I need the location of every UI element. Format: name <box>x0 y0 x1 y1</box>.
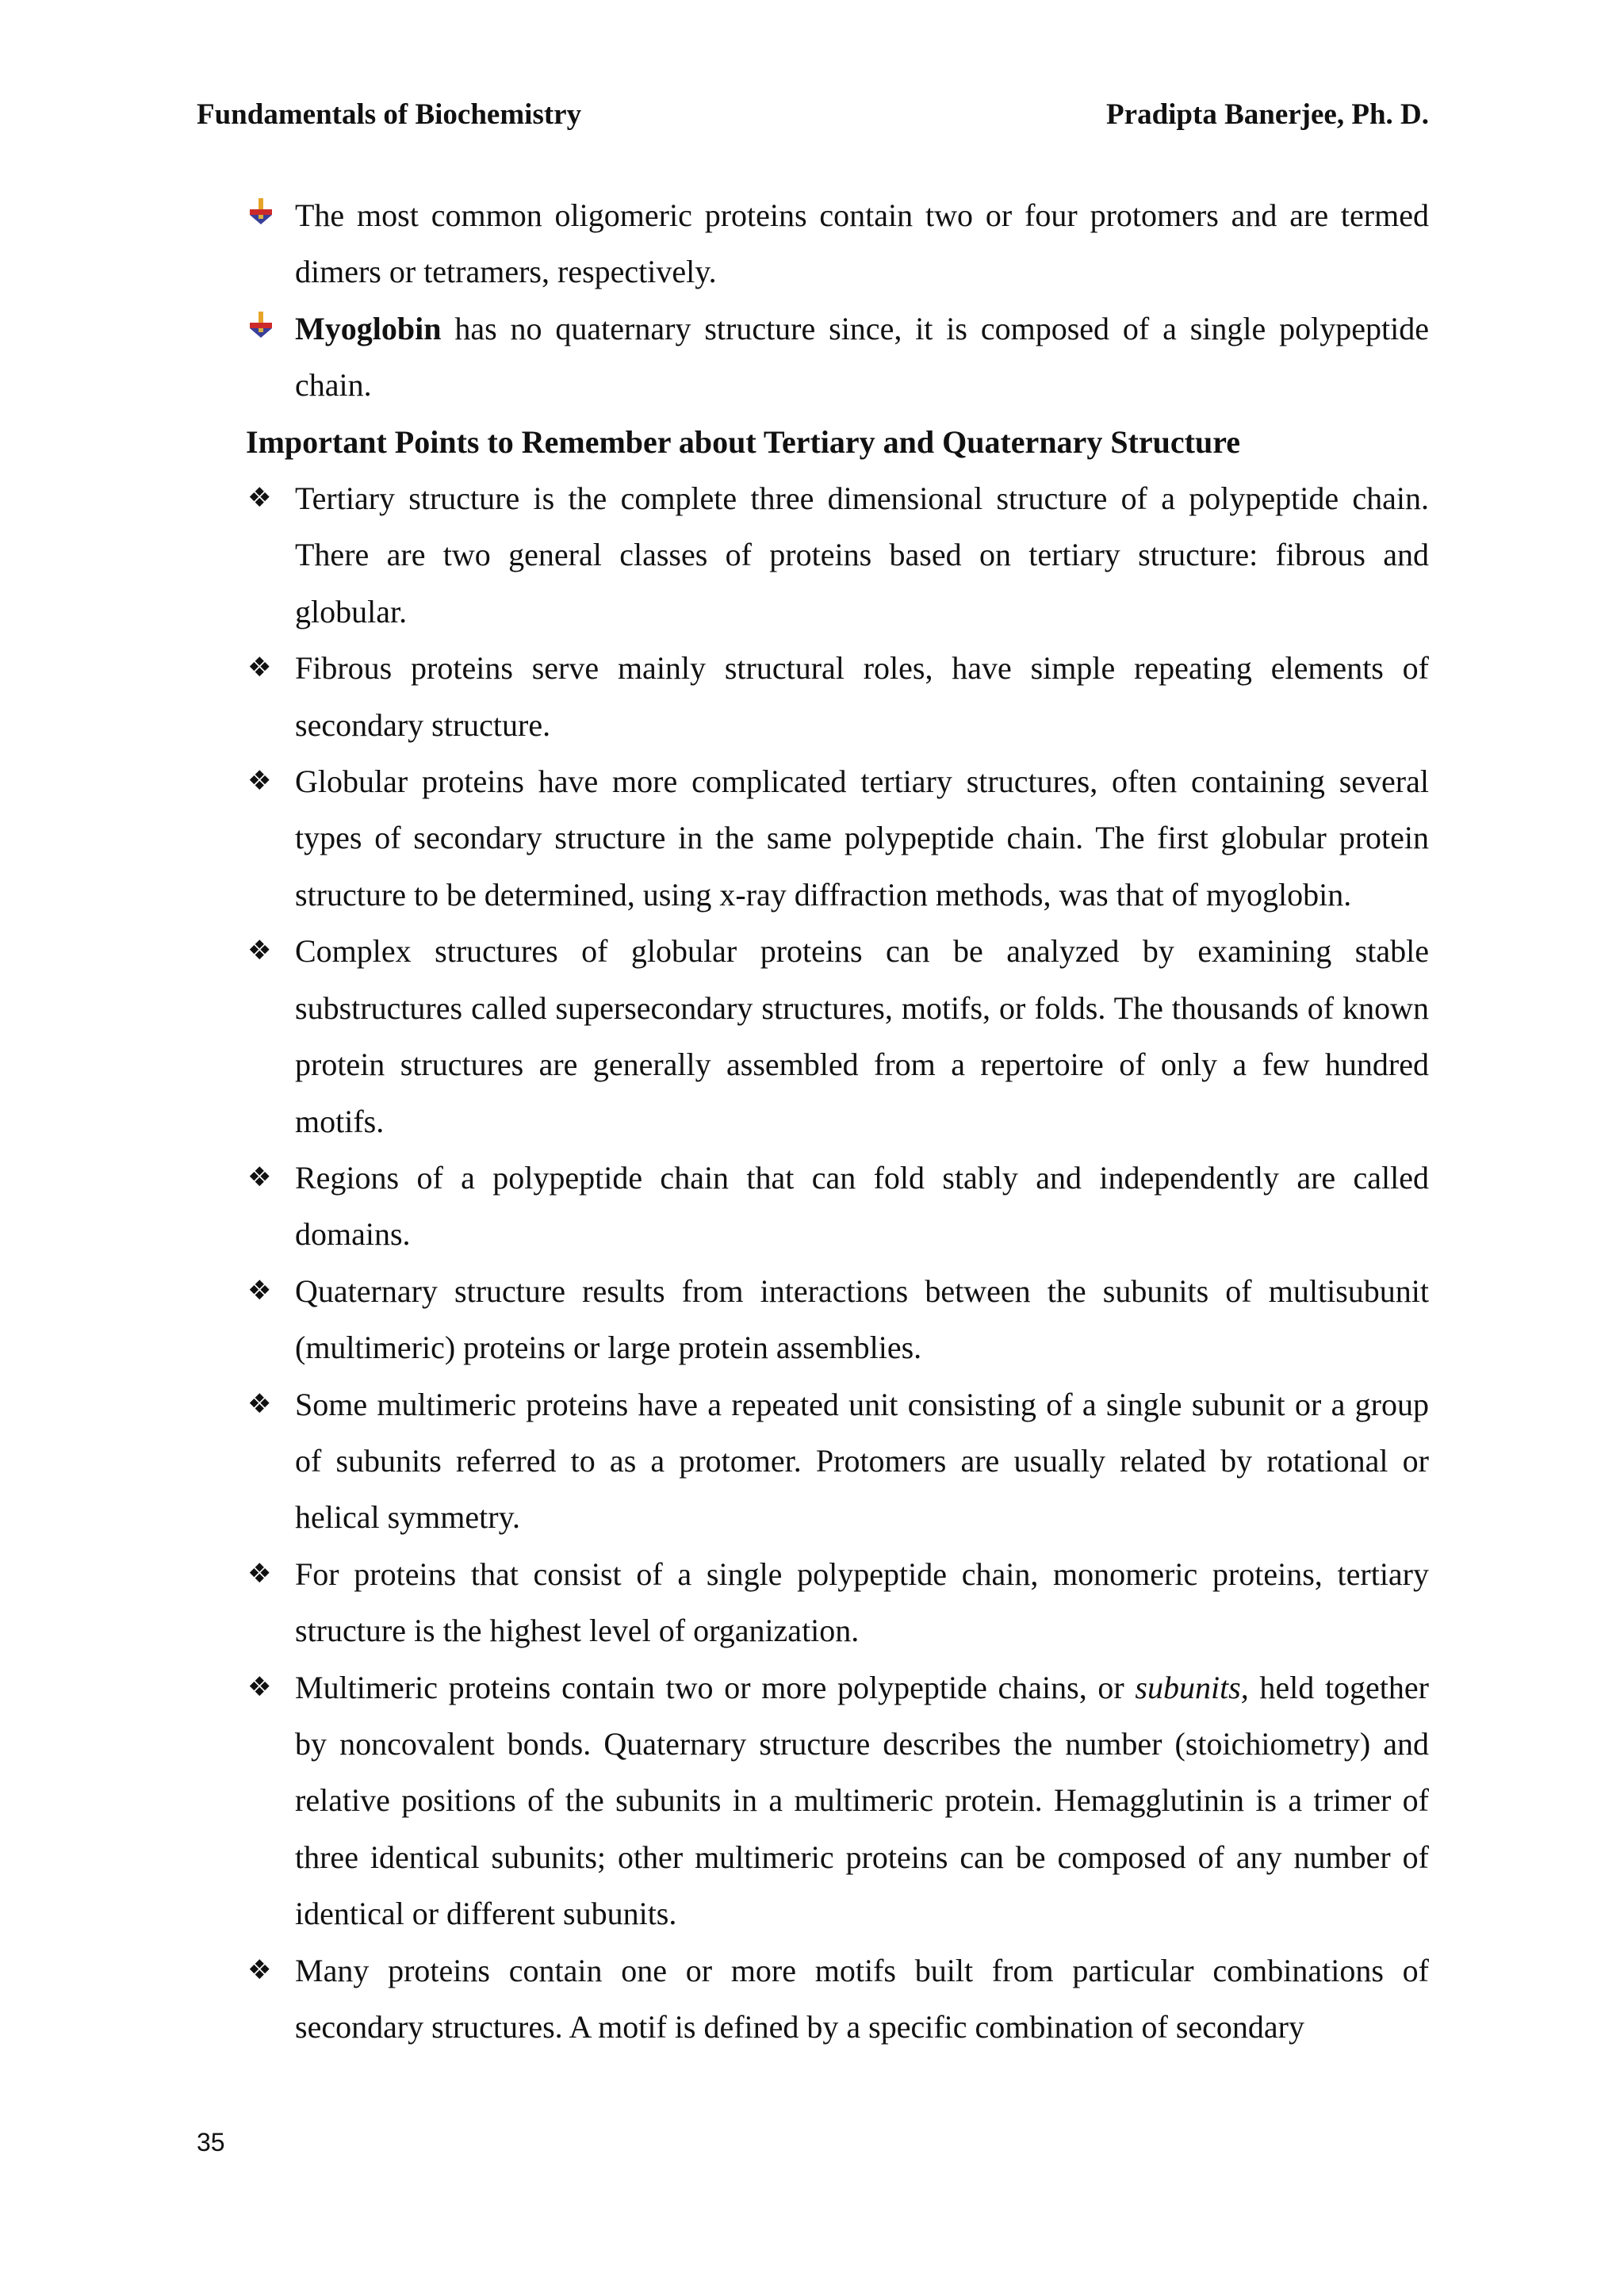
four-diamond-icon: ❖ <box>247 1274 272 1307</box>
list-item <box>246 470 1429 640</box>
list-item <box>246 1263 1429 1376</box>
list-item-text: Tertiary structure is the complete three dimensional structure of a polypeptide chain. There are two general classes of proteins based on tertiary structure: fibrous and globular. <box>295 480 1429 629</box>
intro-item <box>246 300 1429 414</box>
header-author: Pradipta Banerjee, Ph. D. <box>1106 98 1429 131</box>
four-diamond-icon: ❖ <box>247 1670 272 1703</box>
list-item-italic-term: subunits, <box>1135 1669 1249 1705</box>
intro-item <box>246 187 1429 300</box>
list-item-text: Fibrous proteins serve mainly structural roles, have simple repeating elements of secondary structure. <box>295 650 1429 743</box>
list-item <box>246 1376 1429 1546</box>
list-item <box>246 1942 1429 2056</box>
colored-down-arrow-icon <box>246 300 278 357</box>
intro-item-text: has no quaternary structure since, it is composed of a single polypeptide chain. <box>295 310 1429 404</box>
header-book-title: Fundamentals of Biochemistry <box>197 98 582 131</box>
colored-down-arrow-icon <box>246 187 278 243</box>
intro-item-bold-term: Myoglobin <box>295 310 442 346</box>
list-item-text-end: held together by noncovalent bonds. Quaternary structure describes the number (stoichiometry) and relative positions of the subunits in a multimeric protein. Hemagglutinin is a trimer of three identical subunits; other multimeric proteins can be composed of any number of identical or different subunits. <box>295 1669 1429 1932</box>
list-item-text: Globular proteins have more complicated tertiary structures, often containing several types of secondary structure in the same polypeptide chain. The first globular protein structure to be determined, using x-ray diffraction methods, was that of myoglobin. <box>295 763 1429 913</box>
four-diamond-icon: ❖ <box>247 1387 272 1420</box>
four-diamond-icon: ❖ <box>247 1557 272 1590</box>
list-item-text: Quaternary structure results from interactions between the subunits of multisubunit (multimeric) proteins or large protein assemblies. <box>295 1272 1429 1366</box>
list-item-text-start: Multimeric proteins contain two or more polypeptide chains, or <box>295 1669 1136 1705</box>
list-item <box>246 923 1429 1150</box>
list-item <box>246 753 1429 923</box>
list-item-text: Many proteins contain one or more motifs built from particular combinations of secondary structures. A motif is defined by a specific combination of secondary <box>295 1952 1429 2045</box>
list-item <box>246 1546 1429 1659</box>
list-item-text: For proteins that consist of a single polypeptide chain, monomeric proteins, tertiary structure is the highest level of organization. <box>295 1556 1429 1649</box>
four-diamond-icon: ❖ <box>247 765 272 798</box>
page-body <box>246 187 1429 2055</box>
four-diamond-icon: ❖ <box>247 482 272 515</box>
intro-item-text: The most common oligomeric proteins contain two or four protomers and are termed dimers or tetramers, respectively. <box>295 197 1429 290</box>
four-diamond-icon: ❖ <box>247 1161 272 1193</box>
list-item <box>246 1659 1429 1942</box>
four-diamond-icon: ❖ <box>247 935 272 967</box>
four-diamond-icon: ❖ <box>247 1954 272 1986</box>
page-number: 35 <box>197 2128 225 2156</box>
list-item-text: Some multimeric proteins have a repeated unit consisting of a single subunit or a group of subunits referred to as a protomer. Protomers are usually related by rotational or helical symmetry. <box>295 1386 1429 1536</box>
four-diamond-icon: ❖ <box>247 652 272 684</box>
list-item <box>246 1150 1429 1263</box>
list-item-text: Complex structures of globular proteins can be analyzed by examining stable substructures called supersecondary structures, motifs, or folds. The thousands of known protein structures are generally assembled from a repertoire of only a few hundred motifs. <box>295 933 1429 1139</box>
list-item-text: Regions of a polypeptide chain that can fold stably and independently are called domains. <box>295 1159 1429 1253</box>
section-heading: Important Points to Remember about Tertiary and Quaternary Structure <box>246 423 1240 460</box>
list-item <box>246 640 1429 753</box>
